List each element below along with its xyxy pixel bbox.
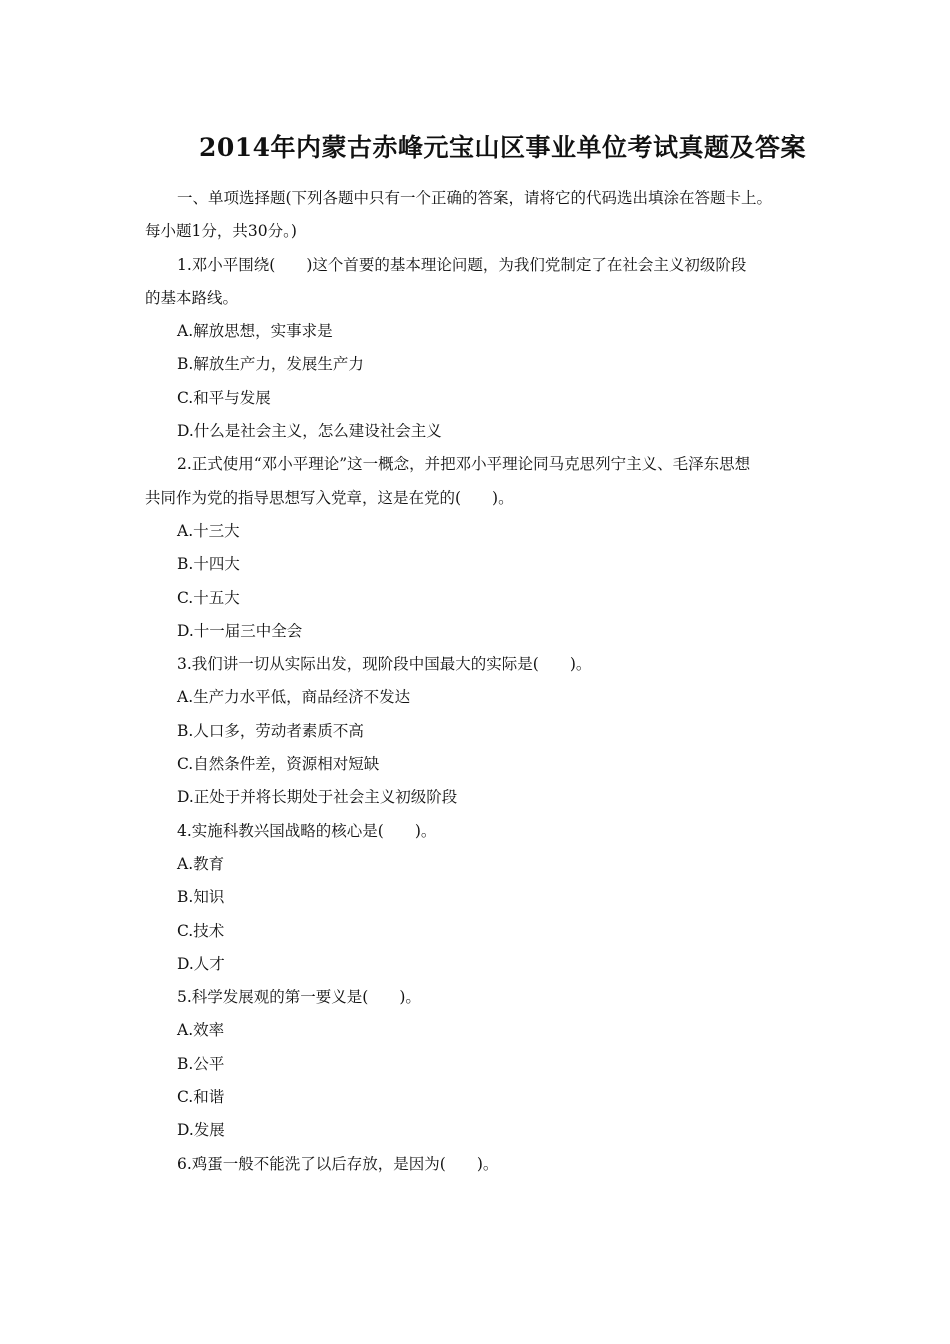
question-3 <box>145 648 815 814</box>
option-d: D.人才 <box>177 954 225 973</box>
option-b: B.人口多，劳动者素质不高 <box>177 721 364 740</box>
option-b: B.公平 <box>177 1054 225 1073</box>
question-4 <box>145 815 815 981</box>
question-2 <box>145 448 815 648</box>
option-d: D.十一届三中全会 <box>177 621 303 640</box>
option-d: D.什么是社会主义，怎么建设社会主义 <box>177 422 442 441</box>
question-stem: 3.我们讲一切从实际出发，现阶段中国最大的实际是( )。 <box>177 655 592 674</box>
option-c: C.技术 <box>177 921 225 940</box>
section-heading-line-1: 一、单项选择题(下列各题中只有一个正确的答案，请将它的代码选出填涂在答题卡上。 <box>177 189 773 207</box>
question-stem: 1.邓小平围绕( )这个首要的基本理论问题，为我们党制定了在社会主义初级阶段 <box>177 255 747 274</box>
option-c: C.自然条件差，资源相对短缺 <box>177 755 380 774</box>
option-b: B.解放生产力，发展生产力 <box>177 355 364 374</box>
question-6 <box>145 1148 815 1181</box>
question-5 <box>145 981 815 1147</box>
question-stem-continued: 的基本路线。 <box>145 288 239 307</box>
option-a: A.生产力水平低，商品经济不发达 <box>177 688 411 707</box>
option-a: A.效率 <box>177 1021 225 1040</box>
option-a: A.教育 <box>177 854 225 873</box>
section-heading-line-2: 每小题1分，共30分。) <box>145 222 297 241</box>
option-d: D.正处于并将长期处于社会主义初级阶段 <box>177 788 458 807</box>
question-stem-continued: 共同作为党的指导思想写入党章，这是在党的( )。 <box>145 488 514 507</box>
option-c: C.十五大 <box>177 588 240 607</box>
option-b: B.十四大 <box>177 555 240 574</box>
option-c: C.和谐 <box>177 1088 225 1107</box>
question-stem: 2.正式使用“邓小平理论”这一概念，并把邓小平理论同马克思列宁主义、毛泽东思想 <box>177 455 751 474</box>
document-body <box>145 182 815 1181</box>
question-1 <box>145 249 815 449</box>
option-c: C.和平与发展 <box>177 388 271 407</box>
question-stem: 5.科学发展观的第一要义是( )。 <box>177 988 421 1007</box>
question-stem: 4.实施科教兴国战略的核心是( )。 <box>177 821 437 840</box>
option-a: A.解放思想，实事求是 <box>177 322 333 341</box>
option-d: D.发展 <box>177 1121 225 1140</box>
option-a: A.十三大 <box>177 521 240 540</box>
document-title: 2014年内蒙古赤峰元宝山区事业单位考试真题及答案 <box>198 133 807 162</box>
question-stem: 6.鸡蛋一般不能洗了以后存放，是因为( )。 <box>177 1154 499 1173</box>
option-b: B.知识 <box>177 888 225 907</box>
